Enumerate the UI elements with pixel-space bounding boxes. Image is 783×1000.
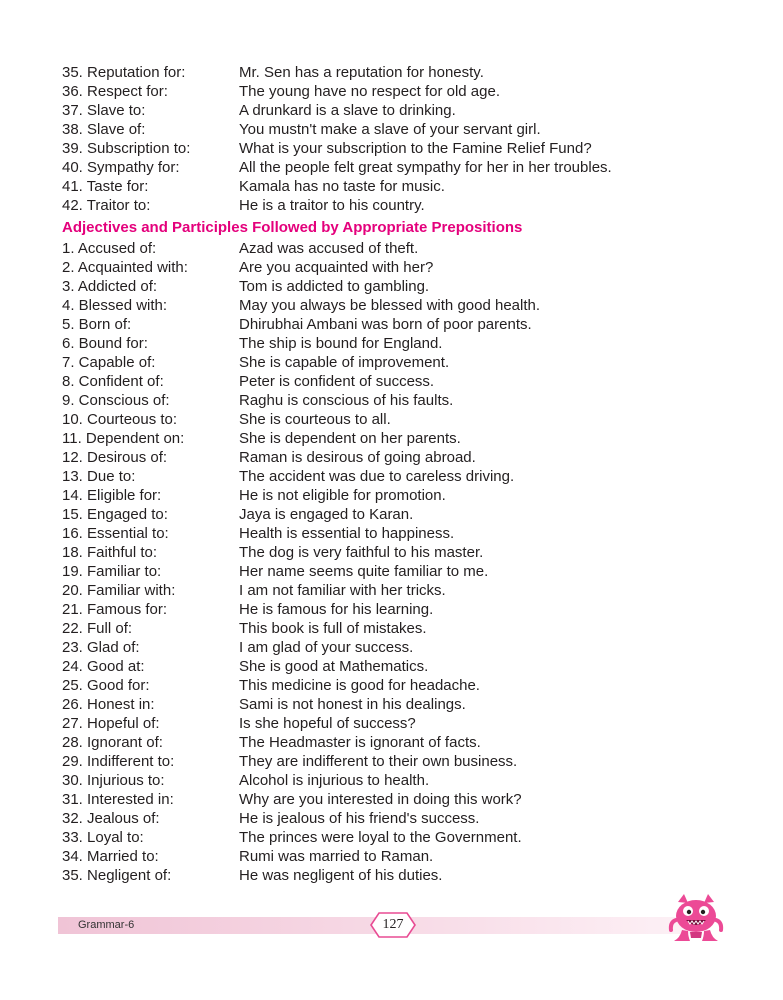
adjective-term: 3. Addicted of: — [62, 278, 158, 295]
adjective-term: 15. Engaged to: — [62, 506, 168, 523]
noun-term: 42. Traitor to: — [62, 197, 151, 214]
adjective-example: I am glad of your success. — [239, 639, 414, 656]
noun-entry — [62, 82, 742, 101]
adjective-entry — [62, 391, 742, 410]
adjective-example: This book is full of mistakes. — [239, 620, 427, 637]
noun-entry — [62, 158, 742, 177]
adjective-term: 10. Courteous to: — [62, 411, 178, 428]
adjective-term: 23. Glad of: — [62, 639, 140, 656]
adjective-entry — [62, 866, 742, 885]
section-heading: Adjectives and Participles Followed by Appropriate Prepositions — [62, 219, 523, 236]
adjective-example: He was negligent of his duties. — [239, 867, 443, 884]
adjective-term: 2. Acquainted with: — [62, 259, 188, 276]
noun-example: The young have no respect for old age. — [239, 83, 501, 100]
noun-term: 37. Slave to: — [62, 102, 146, 119]
adjective-entry — [62, 353, 742, 372]
adjective-example: Rumi was married to Raman. — [239, 848, 434, 865]
adjective-example: Her name seems quite familiar to me. — [239, 563, 489, 580]
noun-example: You mustn't make a slave of your servant girl. — [239, 121, 541, 138]
adjective-entry — [62, 315, 742, 334]
adjective-entry — [62, 467, 742, 486]
pink-monster-mascot-icon — [668, 892, 724, 944]
adjective-entry — [62, 486, 742, 505]
adjective-term: 32. Jealous of: — [62, 810, 160, 827]
adjective-example: Raghu is conscious of his faults. — [239, 392, 454, 409]
adjective-term: 11. Dependent on: — [62, 430, 185, 447]
page-number-badge — [370, 912, 416, 938]
noun-term: 40. Sympathy for: — [62, 159, 180, 176]
noun-example: All the people felt great sympathy for her in her troubles. — [239, 159, 612, 176]
adjective-term: 31. Interested in: — [62, 791, 174, 808]
adjective-term: 29. Indifferent to: — [62, 753, 175, 770]
noun-term: 35. Reputation for: — [62, 64, 186, 81]
adjective-example: Alcohol is injurious to health. — [239, 772, 430, 789]
adjective-term: 25. Good for: — [62, 677, 150, 694]
noun-example: What is your subscription to the Famine Relief Fund? — [239, 140, 592, 157]
page-content — [62, 63, 742, 885]
adjective-entry — [62, 676, 742, 695]
adjective-entry — [62, 771, 742, 790]
noun-entry — [62, 177, 742, 196]
adjective-term: 5. Born of: — [62, 316, 132, 333]
adjective-example: I am not familiar with her tricks. — [239, 582, 446, 599]
adjective-term: 19. Familiar to: — [62, 563, 162, 580]
adjective-example: Azad was accused of theft. — [239, 240, 419, 257]
adjective-example: Dhirubhai Ambani was born of poor parents. — [239, 316, 532, 333]
adjective-entry — [62, 543, 742, 562]
adjective-entry — [62, 410, 742, 429]
adjective-entry — [62, 524, 742, 543]
adjective-term: 28. Ignorant of: — [62, 734, 163, 751]
adjective-entry — [62, 448, 742, 467]
adjective-entry — [62, 847, 742, 866]
adjective-example: The accident was due to careless driving. — [239, 468, 515, 485]
adjective-example: Jaya is engaged to Karan. — [239, 506, 414, 523]
adjective-example: The princes were loyal to the Government. — [239, 829, 522, 846]
adjective-entry — [62, 828, 742, 847]
adjective-term: 13. Due to: — [62, 468, 136, 485]
adjective-term: 7. Capable of: — [62, 354, 156, 371]
adjective-entry — [62, 809, 742, 828]
noun-term: 36. Respect for: — [62, 83, 168, 100]
nouns-continued-list — [62, 63, 742, 215]
adjective-entry — [62, 296, 742, 315]
adjective-example: Health is essential to happiness. — [239, 525, 455, 542]
adjective-example: The dog is very faithful to his master. — [239, 544, 484, 561]
noun-example: He is a traitor to his country. — [239, 197, 425, 214]
adjective-example: They are indifferent to their own business. — [239, 753, 518, 770]
adjective-entry — [62, 638, 742, 657]
adjective-term: 21. Famous for: — [62, 601, 168, 618]
adjective-example: The Headmaster is ignorant of facts. — [239, 734, 481, 751]
noun-example: Kamala has no taste for music. — [239, 178, 445, 195]
adjective-entry — [62, 733, 742, 752]
adjective-entry — [62, 505, 742, 524]
noun-entry — [62, 101, 742, 120]
adjective-term: 30. Injurious to: — [62, 772, 165, 789]
adjective-term: 26. Honest in: — [62, 696, 155, 713]
adjective-term: 34. Married to: — [62, 848, 159, 865]
adjective-entry — [62, 657, 742, 676]
adjective-example: She is courteous to all. — [239, 411, 391, 428]
adjective-term: 18. Faithful to: — [62, 544, 158, 561]
noun-entry — [62, 139, 742, 158]
adjective-term: 33. Loyal to: — [62, 829, 144, 846]
adjective-entry — [62, 239, 742, 258]
adjective-term: 22. Full of: — [62, 620, 133, 637]
adjective-term: 1. Accused of: — [62, 240, 157, 257]
noun-example: A drunkard is a slave to drinking. — [239, 102, 456, 119]
adjective-example: May you always be blessed with good health. — [239, 297, 541, 314]
adjective-entry — [62, 429, 742, 448]
adjective-entry — [62, 600, 742, 619]
page-number: 127 — [382, 917, 404, 932]
adjective-example: Tom is addicted to gambling. — [239, 278, 430, 295]
adjective-entry — [62, 752, 742, 771]
noun-entry — [62, 196, 742, 215]
adjective-entry — [62, 619, 742, 638]
adjective-term: 27. Hopeful of: — [62, 715, 160, 732]
adjective-term: 16. Essential to: — [62, 525, 169, 542]
adjective-term: 4. Blessed with: — [62, 297, 168, 314]
adjective-term: 6. Bound for: — [62, 335, 148, 352]
adjective-entry — [62, 695, 742, 714]
adjective-example: Peter is confident of success. — [239, 373, 435, 390]
adjective-example: The ship is bound for England. — [239, 335, 443, 352]
noun-term: 38. Slave of: — [62, 121, 146, 138]
adjective-term: 35. Negligent of: — [62, 867, 172, 884]
footer-book-label: Grammar-6 — [78, 919, 135, 931]
adjective-term: 20. Familiar with: — [62, 582, 176, 599]
noun-example: Mr. Sen has a reputation for honesty. — [239, 64, 484, 81]
adjective-entry — [62, 258, 742, 277]
adjective-example: Is she hopeful of success? — [239, 715, 416, 732]
noun-entry — [62, 120, 742, 139]
adjective-example: He is famous for his learning. — [239, 601, 434, 618]
adjective-example: He is jealous of his friend's success. — [239, 810, 480, 827]
adjective-term: 9. Conscious of: — [62, 392, 170, 409]
adjective-example: She is dependent on her parents. — [239, 430, 461, 447]
adjective-example: He is not eligible for promotion. — [239, 487, 446, 504]
adjective-example: This medicine is good for headache. — [239, 677, 480, 694]
adjective-term: 24. Good at: — [62, 658, 145, 675]
adjective-term: 12. Desirous of: — [62, 449, 168, 466]
adjective-entry — [62, 562, 742, 581]
adjective-term: 8. Confident of: — [62, 373, 164, 390]
adjective-entry — [62, 277, 742, 296]
adjective-term: 14. Eligible for: — [62, 487, 162, 504]
adjective-entry — [62, 581, 742, 600]
noun-term: 41. Taste for: — [62, 178, 149, 195]
adjective-example: Why are you interested in doing this work? — [239, 791, 522, 808]
noun-entry — [62, 63, 742, 82]
adjectives-list — [62, 239, 742, 885]
adjective-example: She is capable of improvement. — [239, 354, 450, 371]
adjective-example: Are you acquainted with her? — [239, 259, 434, 276]
adjective-entry — [62, 334, 742, 353]
adjective-example: She is good at Mathematics. — [239, 658, 429, 675]
adjective-example: Raman is desirous of going abroad. — [239, 449, 476, 466]
adjective-entry — [62, 714, 742, 733]
adjective-entry — [62, 790, 742, 809]
adjective-example: Sami is not honest in his dealings. — [239, 696, 466, 713]
noun-term: 39. Subscription to: — [62, 140, 191, 157]
adjective-entry — [62, 372, 742, 391]
